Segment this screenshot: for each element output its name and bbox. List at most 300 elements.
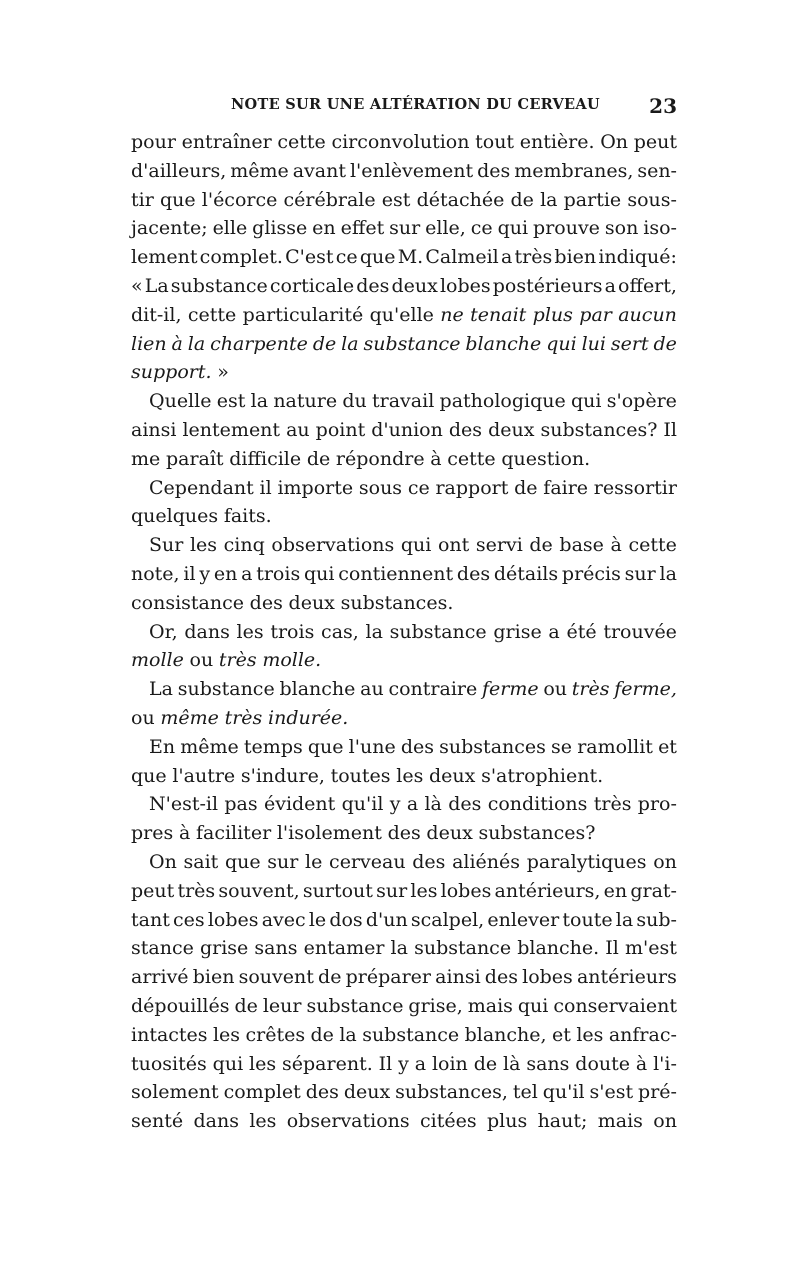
word: ainsi xyxy=(435,966,481,989)
word: s'est xyxy=(589,1081,634,1104)
word: qui xyxy=(497,217,529,240)
italic-word: molle. xyxy=(262,649,322,672)
word: de xyxy=(234,994,258,1017)
word: cette xyxy=(187,303,237,326)
word: cette xyxy=(628,534,677,557)
word: N'est-il xyxy=(149,793,219,816)
word: détachée xyxy=(416,188,505,211)
word: tuosités xyxy=(131,1052,207,1075)
word: pour xyxy=(131,131,176,153)
italic-word: aucun xyxy=(618,303,677,326)
word: substance xyxy=(170,274,268,297)
word: antérieurs, xyxy=(494,879,601,902)
word: rapport xyxy=(435,476,509,499)
word: du xyxy=(342,390,367,413)
word: que xyxy=(307,735,344,758)
text-line xyxy=(131,416,677,445)
italic-word: plus xyxy=(532,303,573,326)
word: répondre xyxy=(335,447,425,470)
word: le xyxy=(305,850,323,873)
word: des xyxy=(305,1081,339,1104)
word: anfrac- xyxy=(608,1023,677,1046)
word: glisse xyxy=(252,217,308,240)
word: On xyxy=(600,131,629,153)
italic-word: sert xyxy=(610,332,649,355)
italic-word: ne xyxy=(440,303,464,326)
word: l'une xyxy=(348,735,396,758)
word: La xyxy=(144,274,169,297)
italic-word: lui xyxy=(581,332,606,355)
word: servi xyxy=(475,534,523,557)
word: tant xyxy=(131,908,170,931)
word: des xyxy=(249,591,283,614)
text-line xyxy=(131,762,677,791)
word: à xyxy=(178,822,191,845)
word: que xyxy=(359,246,396,269)
word: elle, xyxy=(425,217,466,240)
word: ont xyxy=(437,534,470,557)
word: au xyxy=(360,678,384,701)
word: enlever xyxy=(487,908,560,931)
word: peut xyxy=(131,879,175,902)
text-line xyxy=(131,848,677,877)
word: blanche. xyxy=(517,937,600,960)
word: ramollit xyxy=(577,735,653,758)
word: d'union xyxy=(371,418,443,441)
word: de xyxy=(514,476,538,499)
word: arrivé xyxy=(131,966,189,989)
word: tir xyxy=(131,188,154,211)
word: à xyxy=(610,534,622,557)
word: intactes xyxy=(131,1023,208,1046)
word: substances? xyxy=(478,822,596,845)
italic-word: de xyxy=(653,332,677,355)
text-line xyxy=(131,358,677,387)
page-number: 23 xyxy=(649,94,677,118)
text-line xyxy=(131,963,677,992)
word: a xyxy=(406,793,419,816)
italic-word: substance xyxy=(363,332,461,355)
word: très xyxy=(177,879,216,902)
word: là xyxy=(424,793,442,816)
word: les xyxy=(576,1023,604,1046)
word: a xyxy=(604,274,616,297)
word: de xyxy=(510,188,534,211)
word: que xyxy=(131,764,167,787)
word: et xyxy=(658,735,677,758)
word: lobes xyxy=(440,879,492,902)
word: les xyxy=(249,1052,277,1075)
word: grat- xyxy=(630,879,677,902)
word: substance xyxy=(177,678,275,701)
word: même xyxy=(230,159,289,182)
word: qui xyxy=(400,534,432,557)
word: on xyxy=(653,1110,677,1133)
word: dans xyxy=(184,620,230,643)
word: des xyxy=(387,822,421,845)
word: ces xyxy=(173,908,205,931)
word: pro- xyxy=(637,793,677,816)
italic-word: très xyxy=(218,649,257,672)
word: l'écorce xyxy=(201,188,278,211)
word: cérébrale xyxy=(283,188,376,211)
word: Cependant xyxy=(149,476,254,499)
text-line xyxy=(131,157,677,186)
word: difficile xyxy=(229,447,302,470)
word: des xyxy=(448,793,482,816)
word: mais xyxy=(597,1110,643,1133)
word: l'i- xyxy=(653,1052,677,1075)
word: ou xyxy=(189,649,214,672)
word: au xyxy=(286,418,310,441)
word: dos xyxy=(329,908,363,931)
word: détails xyxy=(493,562,559,585)
word: ce xyxy=(335,246,358,269)
italic-word: lien xyxy=(131,332,167,355)
word: substances. xyxy=(340,591,454,614)
text-line xyxy=(131,272,677,301)
word: consistance xyxy=(131,591,244,614)
word: les xyxy=(410,879,438,902)
text-line xyxy=(131,243,677,272)
body-text xyxy=(131,128,677,1136)
word: substance xyxy=(362,1023,460,1046)
word: des xyxy=(356,274,390,297)
word: des xyxy=(484,966,518,989)
word: C'est xyxy=(285,246,334,269)
word: de xyxy=(529,534,553,557)
italic-word: molle xyxy=(131,649,184,672)
word: sous- xyxy=(627,188,677,211)
word: qui xyxy=(303,562,335,585)
word: En xyxy=(149,735,176,758)
word: souvent, xyxy=(218,879,300,902)
text-line xyxy=(131,790,677,819)
italic-word: ferme xyxy=(481,678,539,701)
text-line xyxy=(131,877,677,906)
italic-word: la xyxy=(341,332,359,355)
word: jacente; xyxy=(131,217,208,240)
word: M. xyxy=(397,246,424,269)
word: corticale xyxy=(269,274,355,297)
word: des xyxy=(456,562,491,585)
word: doute xyxy=(575,1052,630,1075)
word: ainsi xyxy=(131,418,177,441)
word: grise xyxy=(493,620,542,643)
word: sur xyxy=(267,850,299,873)
italic-word: très xyxy=(224,706,263,729)
text-line xyxy=(131,1050,677,1079)
word: d'ailleurs, xyxy=(131,159,227,182)
word: entraîner xyxy=(181,131,272,153)
word: ce xyxy=(470,217,493,240)
running-head xyxy=(131,96,677,118)
word: cinq xyxy=(223,534,265,557)
word: travail xyxy=(372,390,435,413)
word: avec xyxy=(261,908,306,931)
word: l'enlèvement xyxy=(349,159,474,182)
word: solement xyxy=(131,1081,219,1104)
word: Il xyxy=(605,937,619,960)
word: que xyxy=(224,850,261,873)
word: qu'il xyxy=(341,793,384,816)
text-line xyxy=(131,906,677,935)
word: scalpel, xyxy=(410,908,485,931)
word: d'un xyxy=(365,908,408,931)
word: Sur xyxy=(149,534,184,557)
text-line xyxy=(131,128,677,157)
word: s'indure, xyxy=(240,764,325,787)
word: qui xyxy=(212,1052,244,1075)
text-line xyxy=(131,934,677,963)
text-line xyxy=(131,560,677,589)
word: substances? xyxy=(540,418,658,441)
word: aliénés xyxy=(452,850,521,873)
word: les xyxy=(236,620,264,643)
word: des xyxy=(400,735,435,758)
word: trouvée xyxy=(603,620,677,643)
word: sans xyxy=(254,937,298,960)
italic-word: par xyxy=(579,303,612,326)
word: faits. xyxy=(223,505,272,528)
word: la xyxy=(390,937,408,960)
italic-word: tenait xyxy=(470,303,527,326)
text-line xyxy=(131,646,677,675)
word: de xyxy=(318,966,342,989)
word: note, xyxy=(131,562,180,585)
word: la xyxy=(615,908,634,931)
text-line xyxy=(131,1078,677,1107)
word: sait xyxy=(183,850,219,873)
word: de xyxy=(473,1052,498,1075)
word: Il xyxy=(663,418,677,441)
word: les xyxy=(212,1023,241,1046)
word: circonvolution xyxy=(331,131,470,153)
word: cas, xyxy=(321,620,359,643)
word: postérieurs xyxy=(492,274,603,297)
word: a xyxy=(548,620,560,643)
italic-word: très xyxy=(571,678,610,701)
word: ressortir xyxy=(593,476,677,499)
word: substances, xyxy=(395,1081,508,1104)
word: haut; xyxy=(537,1110,588,1133)
word: tout xyxy=(475,131,515,153)
word: Quelle xyxy=(149,390,212,413)
word: complet xyxy=(223,1081,301,1104)
word: La xyxy=(149,678,173,701)
word: avant xyxy=(292,159,346,182)
word: contraire xyxy=(388,678,478,701)
word: blanche xyxy=(279,678,356,701)
word: qui xyxy=(571,390,602,413)
word: indiqué: xyxy=(598,246,677,269)
text-line xyxy=(131,474,677,503)
text-line xyxy=(131,733,677,762)
word: offert, xyxy=(618,274,677,297)
text-line xyxy=(131,1107,677,1136)
word: sen- xyxy=(637,159,677,182)
word: même xyxy=(180,735,239,758)
word: crêtes xyxy=(245,1023,306,1046)
word: cette xyxy=(447,447,496,470)
word: deux xyxy=(288,591,335,614)
word: été xyxy=(566,620,597,643)
text-line xyxy=(131,387,677,416)
word: la xyxy=(365,620,383,643)
italic-word: indurée. xyxy=(268,706,349,729)
word: ou xyxy=(131,706,155,729)
word: grise, xyxy=(408,994,463,1017)
word: la xyxy=(659,562,677,585)
word: iso- xyxy=(643,217,677,240)
word: la xyxy=(250,390,269,413)
word: à xyxy=(635,1052,648,1075)
word: point xyxy=(315,418,366,441)
word: pas xyxy=(224,793,258,816)
word: plus xyxy=(486,1110,528,1133)
word: a xyxy=(500,246,513,269)
word: séparent. xyxy=(282,1052,373,1075)
word: faciliter xyxy=(195,822,272,845)
word: partie xyxy=(563,188,622,211)
word: substance xyxy=(414,937,512,960)
text-line xyxy=(131,992,677,1021)
word: substances xyxy=(439,735,546,758)
text-line xyxy=(131,704,677,733)
word: est xyxy=(216,390,246,413)
text-line xyxy=(131,301,677,330)
word: prouve xyxy=(533,217,600,240)
word: il xyxy=(259,476,272,499)
running-title: NOTE SUR UNE ALTÉRATION DU CERVEAU xyxy=(231,96,600,113)
text-line xyxy=(131,531,677,560)
word: Or, xyxy=(149,620,178,643)
word: temps xyxy=(243,735,303,758)
text-line xyxy=(131,445,677,474)
text-line xyxy=(131,330,677,359)
word: le xyxy=(308,908,327,931)
word: dit-il, xyxy=(131,303,182,326)
word: en xyxy=(213,562,238,585)
word: membranes, xyxy=(514,159,634,182)
word: sur xyxy=(389,217,421,240)
word: lobes xyxy=(439,274,491,297)
word: que xyxy=(159,188,196,211)
word: sans xyxy=(526,1052,570,1075)
word: nature xyxy=(273,390,338,413)
word: pathologique xyxy=(439,390,566,413)
word: lobes xyxy=(522,966,573,989)
word: préparer xyxy=(345,966,432,989)
word: deux xyxy=(488,418,535,441)
word: » xyxy=(217,361,229,384)
word: tel xyxy=(512,1081,538,1104)
italic-word: blanche xyxy=(465,332,542,355)
word: ou xyxy=(543,678,568,701)
word: la xyxy=(540,188,558,211)
word: observations xyxy=(286,1110,410,1133)
text-line xyxy=(131,1021,677,1050)
word: faire xyxy=(543,476,589,499)
word: précis xyxy=(561,562,621,585)
word: substance xyxy=(389,620,487,643)
text-line xyxy=(131,186,677,215)
word: l'autre xyxy=(172,764,236,787)
word: il xyxy=(183,562,196,585)
word: complet. xyxy=(199,246,283,269)
word: de xyxy=(306,447,331,470)
word: leur xyxy=(262,994,302,1017)
word: de xyxy=(310,1023,334,1046)
italic-word: à xyxy=(171,332,183,355)
word: toute xyxy=(562,908,613,931)
word: très xyxy=(593,793,632,816)
word: des xyxy=(412,850,446,873)
word: les xyxy=(189,534,218,557)
word: trois xyxy=(270,620,315,643)
word: cerveau xyxy=(329,850,406,873)
word: dans xyxy=(193,1110,239,1133)
word: blanche, xyxy=(464,1023,547,1046)
word: senté xyxy=(131,1110,184,1133)
word: deux xyxy=(391,274,438,297)
word: les xyxy=(396,764,424,787)
italic-word: même xyxy=(160,706,219,729)
word: bien xyxy=(192,966,235,989)
word: bien xyxy=(554,246,597,269)
word: lentement xyxy=(182,418,281,441)
word: conditions xyxy=(487,793,588,816)
text-line xyxy=(131,589,677,618)
italic-word: qui xyxy=(546,332,577,355)
word: effet xyxy=(340,217,385,240)
word: des xyxy=(448,418,483,441)
word: cette xyxy=(277,131,326,153)
text-line xyxy=(131,214,677,243)
word: base xyxy=(559,534,604,557)
word: en xyxy=(312,217,336,240)
word: son xyxy=(604,217,639,240)
word: y xyxy=(199,562,211,585)
word: sur xyxy=(376,879,408,902)
word: pres xyxy=(131,822,174,845)
word: elle xyxy=(212,217,248,240)
word: paralytiques xyxy=(526,850,647,873)
word: sur xyxy=(624,562,656,585)
word: trois xyxy=(256,562,301,585)
word: On xyxy=(149,850,177,873)
word: des xyxy=(477,159,511,182)
word: qu'elle xyxy=(369,303,434,326)
italic-word: de xyxy=(312,332,337,355)
word: souvent xyxy=(238,966,314,989)
word: conservaient xyxy=(553,994,677,1017)
word: s'atrophient. xyxy=(481,764,604,787)
word: m'est xyxy=(625,937,677,960)
word: deux xyxy=(343,1081,391,1104)
word: peut xyxy=(633,131,677,153)
word: toutes xyxy=(330,764,391,787)
word: on xyxy=(653,850,677,873)
word: à xyxy=(430,447,442,470)
word: paraît xyxy=(165,447,224,470)
word: observations xyxy=(271,534,395,557)
text-line xyxy=(131,502,677,531)
word: lobes xyxy=(207,908,259,931)
text-line xyxy=(131,819,677,848)
word: deux xyxy=(429,764,476,787)
word: entamer xyxy=(303,937,385,960)
